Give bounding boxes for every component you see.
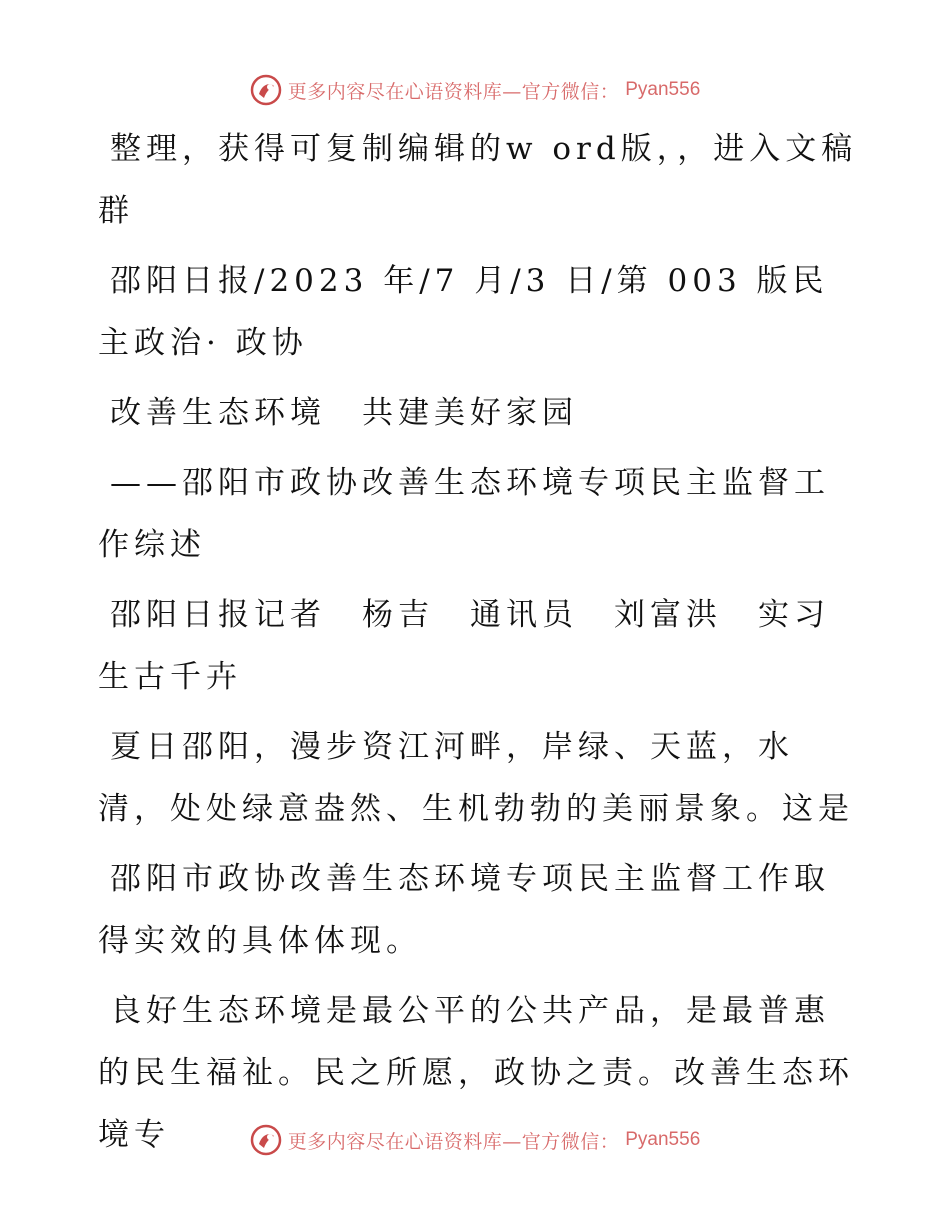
flower-seal-icon bbox=[250, 1124, 282, 1156]
byline: 邵阳日报记者 杨吉 通讯员 刘富洪 实习生古千卉 bbox=[98, 597, 830, 695]
paragraph: 邵阳日报/2023 年/7 月/3 日/第 003 版民主政治· 政协 bbox=[98, 263, 829, 361]
article-title: 改善生态环境 共建美好家园 bbox=[110, 395, 578, 431]
flower-seal-icon bbox=[250, 74, 282, 106]
watermark-contact: Pyan556 bbox=[625, 79, 701, 100]
watermark-text: 更多内容尽在心语资料库—官方微信： bbox=[287, 1130, 620, 1153]
watermark-text: 更多内容尽在心语资料库—官方微信： bbox=[287, 80, 620, 103]
paragraph: 良好生态环境是最公平的公共产品，是最普惠的民生福祉。民之所愿，政协之责。改善生态环境专 bbox=[98, 993, 854, 1153]
article-subtitle: ——邵阳市政协改善生态环境专项民主监督工作综述 bbox=[98, 465, 830, 563]
paragraph: 夏日邵阳，漫步资江河畔，岸绿、天蓝，水清，处处绿意盎然、生机勃勃的美丽景象。这是 bbox=[98, 729, 854, 827]
watermark-contact: Pyan556 bbox=[625, 1129, 701, 1150]
header-watermark bbox=[0, 70, 950, 110]
footer-watermark bbox=[0, 1120, 950, 1160]
document-body bbox=[98, 118, 858, 1174]
paragraph: 整理，获得可复制编辑的w ord版，，进入文稿群 bbox=[98, 131, 858, 229]
paragraph: 邵阳市政协改善生态环境专项民主监督工作取得实效的具体体现。 bbox=[98, 861, 830, 959]
